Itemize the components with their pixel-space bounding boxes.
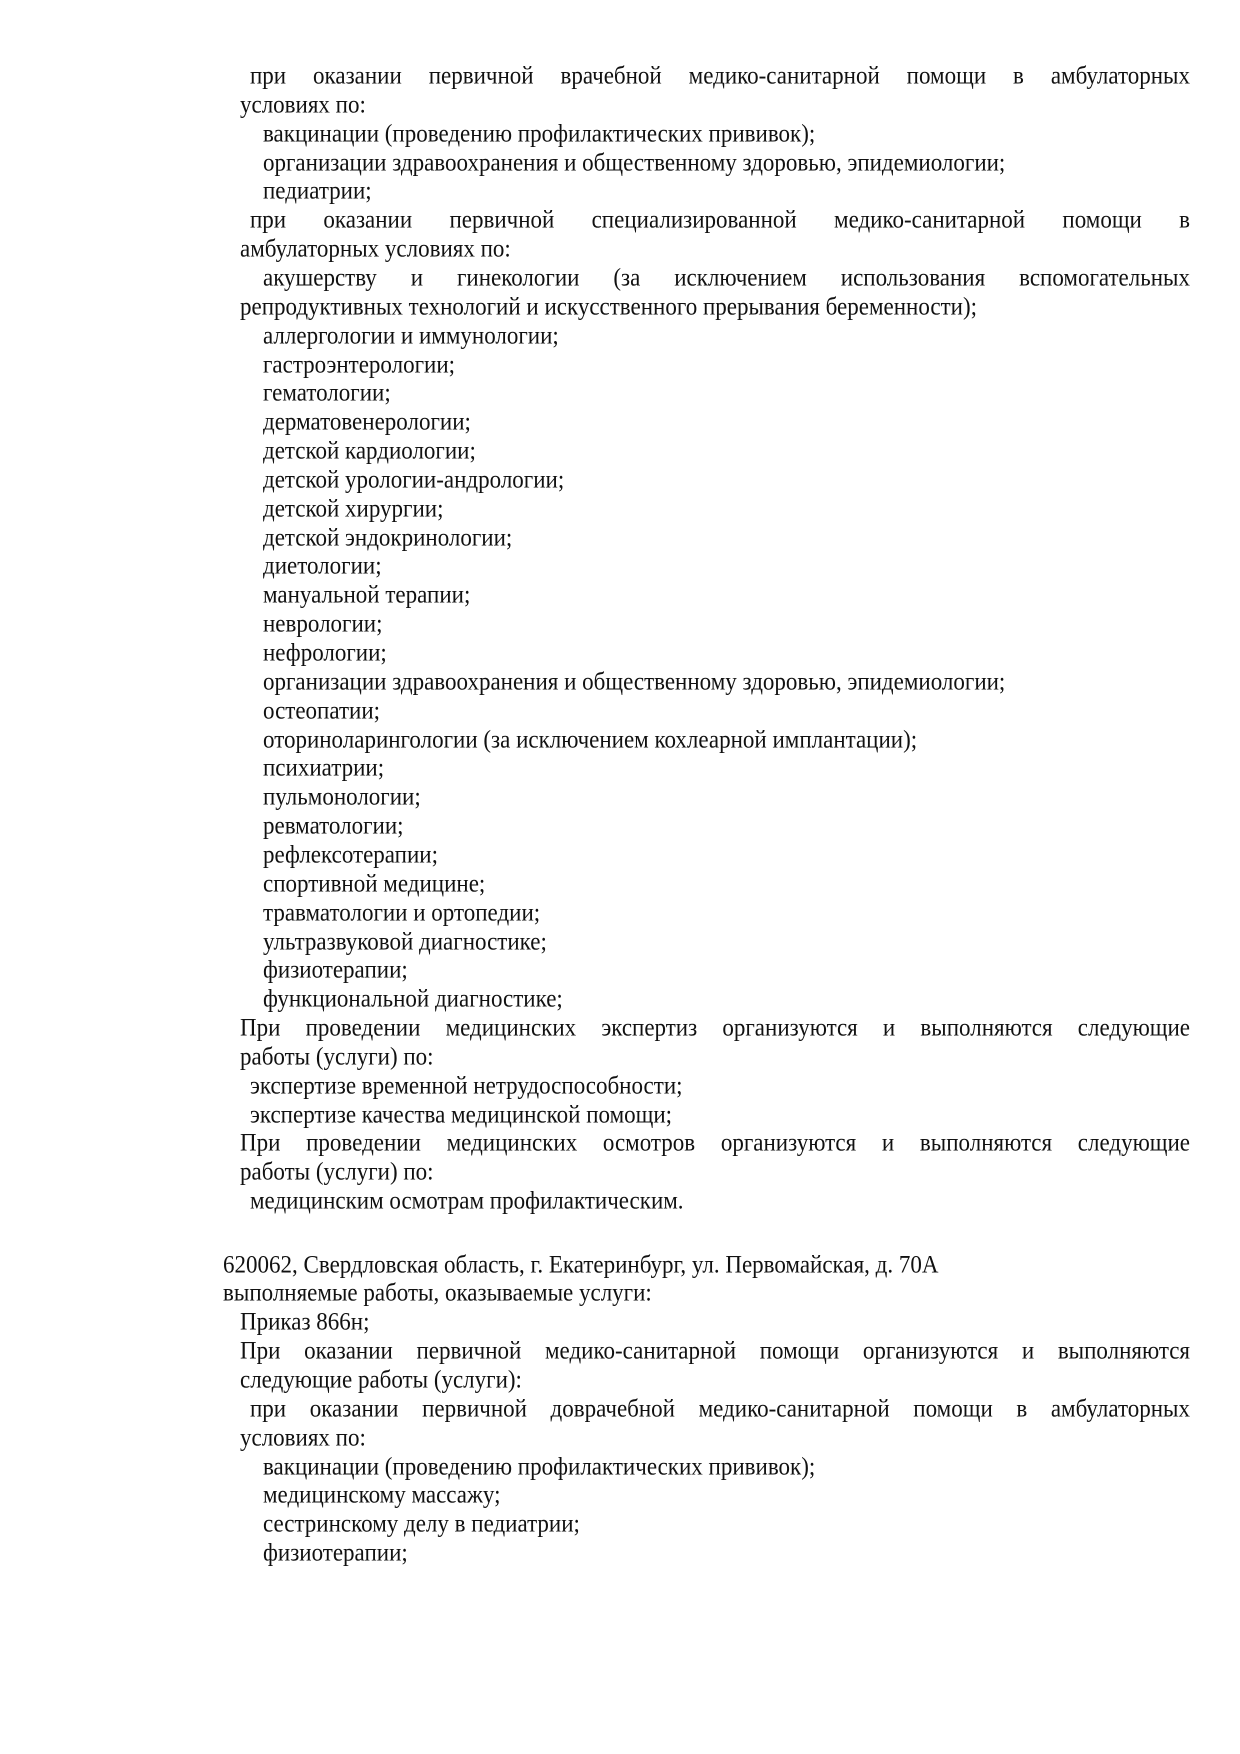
text-line: работы (услуги) по: <box>240 1157 434 1186</box>
text-line: аллергологии и иммунологии; <box>263 320 559 349</box>
text-line: репродуктивных технологий и искусственного прерывания беременности); <box>240 291 978 320</box>
text-line: детской урологии-андрологии; <box>263 465 565 494</box>
text-line: при оказании первичной специализированной медико-санитарной помощи в <box>250 205 1190 234</box>
text-line: сестринскому делу в педиатрии; <box>263 1509 580 1538</box>
text-line: медицинскому массажу; <box>263 1480 501 1509</box>
text-line: педиатрии; <box>263 176 372 205</box>
text-line: диетологии; <box>263 551 382 580</box>
text-line: гематологии; <box>263 378 391 407</box>
text-line: организации здравоохранения и общественному здоровью, эпидемиологии; <box>263 666 1006 695</box>
text-line: При проведении медицинских осмотров организуются и выполняются следующие <box>240 1128 1190 1157</box>
text-line: При оказании первичной медико-санитарной помощи организуются и выполняются <box>240 1336 1190 1365</box>
text-line: остеопатии; <box>263 695 381 724</box>
text-line: оториноларингологии (за исключением кохлеарной имплантации); <box>263 724 918 753</box>
text-line: акушерству и гинекологии (за исключением использования вспомогательных <box>263 263 1190 292</box>
text-line: спортивной медицине; <box>263 868 486 897</box>
text-line: ревматологии; <box>263 811 404 840</box>
text-line: гастроэнтерологии; <box>263 349 456 378</box>
text-line: функциональной диагностике; <box>263 984 563 1013</box>
text-line: условиях по: <box>240 1422 366 1451</box>
address-line: 620062, Свердловская область, г. Екатеринбург, ул. Первомайская, д. 70А <box>223 1249 939 1278</box>
text-line: следующие работы (услуги): <box>240 1365 522 1394</box>
text-line: мануальной терапии; <box>263 580 471 609</box>
text-line: организации здравоохранения и общественному здоровью, эпидемиологии; <box>263 147 1006 176</box>
text-line: нефрологии; <box>263 638 387 667</box>
text-line: выполняемые работы, оказываемые услуги: <box>223 1278 652 1307</box>
text-line: вакцинации (проведению профилактических прививок); <box>263 118 816 147</box>
text-line: детской кардиологии; <box>263 436 476 465</box>
text-line: травматологии и ортопедии; <box>263 897 541 926</box>
text-line: физиотерапии; <box>263 955 408 984</box>
text-line: амбулаторных условиях по: <box>240 234 511 263</box>
text-line: психиатрии; <box>263 753 385 782</box>
text-line: при оказании первичной доврачебной медико-санитарной помощи в амбулаторных <box>250 1393 1190 1422</box>
text-line: при оказании первичной врачебной медико-санитарной помощи в амбулаторных <box>250 61 1190 90</box>
text-line: рефлексотерапии; <box>263 840 438 869</box>
text-line: экспертизе временной нетрудоспособности; <box>250 1070 683 1099</box>
text-line: Приказ 866н; <box>240 1307 370 1336</box>
text-line: условиях по: <box>240 89 366 118</box>
text-line: При проведении медицинских экспертиз организуются и выполняются следующие <box>240 1013 1190 1042</box>
text-line: неврологии; <box>263 609 383 638</box>
text-line: медицинским осмотрам профилактическим. <box>250 1186 684 1215</box>
text-line: работы (услуги) по: <box>240 1042 434 1071</box>
text-line: ультразвуковой диагностике; <box>263 926 547 955</box>
text-line: экспертизе качества медицинской помощи; <box>250 1099 673 1128</box>
text-line: пульмонологии; <box>263 782 421 811</box>
text-line: дерматовенерологии; <box>263 407 471 436</box>
text-line: физиотерапии; <box>263 1538 408 1567</box>
text-line: вакцинации (проведению профилактических прививок); <box>263 1451 816 1480</box>
text-line: детской эндокринологии; <box>263 522 513 551</box>
text-line: детской хирургии; <box>263 493 444 522</box>
